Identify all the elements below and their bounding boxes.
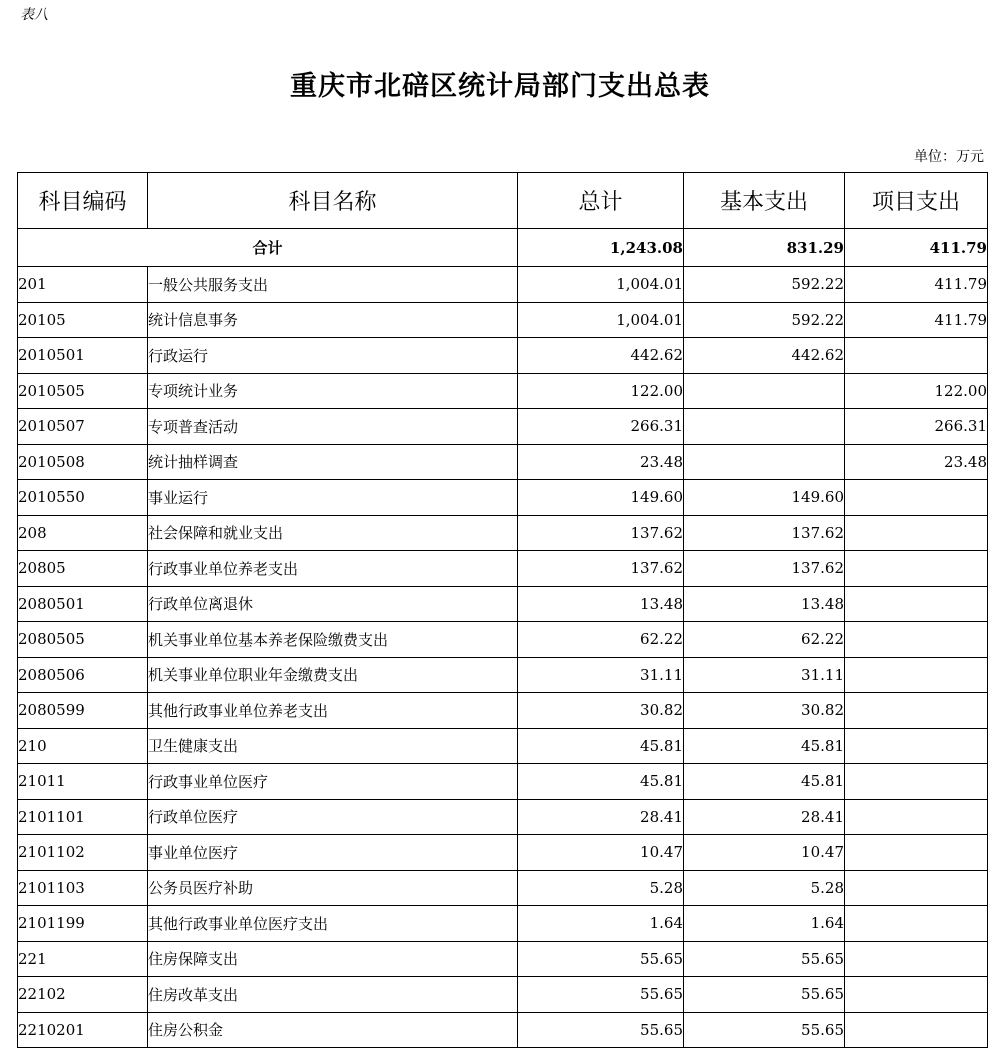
total-label: 合计	[18, 229, 518, 267]
cell-total: 62.22	[518, 622, 684, 658]
cell-project: 266.31	[845, 409, 988, 445]
cell-total: 266.31	[518, 409, 684, 445]
cell-project	[845, 480, 988, 516]
table-body	[18, 229, 988, 1048]
cell-name: 专项统计业务	[148, 373, 518, 409]
cell-basic: 31.11	[684, 657, 845, 693]
cell-basic	[684, 444, 845, 480]
cell-basic: 13.48	[684, 586, 845, 622]
cell-total: 442.62	[518, 338, 684, 374]
cell-name: 社会保障和就业支出	[148, 515, 518, 551]
cell-project	[845, 515, 988, 551]
cell-total: 10.47	[518, 835, 684, 871]
cell-name: 其他行政事业单位医疗支出	[148, 906, 518, 942]
cell-basic: 62.22	[684, 622, 845, 658]
cell-project	[845, 906, 988, 942]
cell-project	[845, 870, 988, 906]
cell-total: 55.65	[518, 941, 684, 977]
cell-name: 机关事业单位职业年金缴费支出	[148, 657, 518, 693]
cell-basic: 10.47	[684, 835, 845, 871]
cell-project	[845, 799, 988, 835]
cell-code: 22102	[18, 977, 148, 1013]
cell-basic: 5.28	[684, 870, 845, 906]
cell-name: 住房公积金	[148, 1012, 518, 1048]
header-basic: 基本支出	[684, 173, 845, 229]
cell-basic: 55.65	[684, 1012, 845, 1048]
cell-project	[845, 764, 988, 800]
cell-basic: 30.82	[684, 693, 845, 729]
total-total: 1,243.08	[518, 229, 684, 267]
cell-code: 2010550	[18, 480, 148, 516]
cell-code: 221	[18, 941, 148, 977]
table-row	[18, 906, 988, 942]
cell-code: 2080506	[18, 657, 148, 693]
cell-project: 23.48	[845, 444, 988, 480]
table-row	[18, 302, 988, 338]
cell-code: 2080599	[18, 693, 148, 729]
cell-total: 55.65	[518, 1012, 684, 1048]
cell-code: 20805	[18, 551, 148, 587]
cell-basic: 592.22	[684, 302, 845, 338]
header-name: 科目名称	[148, 173, 518, 229]
total-basic: 831.29	[684, 229, 845, 267]
cell-name: 统计信息事务	[148, 302, 518, 338]
cell-total: 55.65	[518, 977, 684, 1013]
cell-basic: 149.60	[684, 480, 845, 516]
table-row	[18, 338, 988, 374]
table-row	[18, 728, 988, 764]
header-total: 总计	[518, 173, 684, 229]
table-row	[18, 977, 988, 1013]
table-row	[18, 267, 988, 303]
cell-name: 行政事业单位养老支出	[148, 551, 518, 587]
total-project: 411.79	[845, 229, 988, 267]
cell-name: 一般公共服务支出	[148, 267, 518, 303]
cell-total: 31.11	[518, 657, 684, 693]
cell-project	[845, 1012, 988, 1048]
table-row	[18, 870, 988, 906]
cell-basic: 45.81	[684, 728, 845, 764]
cell-code: 2210201	[18, 1012, 148, 1048]
cell-total: 1,004.01	[518, 302, 684, 338]
cell-name: 行政事业单位医疗	[148, 764, 518, 800]
cell-basic: 137.62	[684, 515, 845, 551]
unit-label: 单位：万元	[914, 149, 984, 165]
table-row	[18, 835, 988, 871]
header-code: 科目编码	[18, 173, 148, 229]
cell-project	[845, 657, 988, 693]
table-row	[18, 515, 988, 551]
table-row	[18, 799, 988, 835]
cell-basic: 55.65	[684, 941, 845, 977]
table-row	[18, 586, 988, 622]
cell-name: 公务员医疗补助	[148, 870, 518, 906]
table-number-label: 表八	[20, 7, 48, 23]
cell-total: 122.00	[518, 373, 684, 409]
cell-total: 137.62	[518, 515, 684, 551]
cell-code: 2101101	[18, 799, 148, 835]
cell-basic: 442.62	[684, 338, 845, 374]
table-row	[18, 941, 988, 977]
cell-basic: 592.22	[684, 267, 845, 303]
cell-code: 2101102	[18, 835, 148, 871]
cell-project	[845, 835, 988, 871]
total-row	[18, 229, 988, 267]
cell-total: 28.41	[518, 799, 684, 835]
cell-name: 其他行政事业单位养老支出	[148, 693, 518, 729]
cell-code: 2010507	[18, 409, 148, 445]
cell-project: 411.79	[845, 302, 988, 338]
cell-basic: 1.64	[684, 906, 845, 942]
table-row	[18, 622, 988, 658]
cell-project	[845, 693, 988, 729]
table-row	[18, 764, 988, 800]
expenditure-table	[17, 172, 988, 1048]
cell-name: 住房改革支出	[148, 977, 518, 1013]
cell-name: 行政单位医疗	[148, 799, 518, 835]
cell-basic: 45.81	[684, 764, 845, 800]
cell-name: 行政运行	[148, 338, 518, 374]
cell-project	[845, 586, 988, 622]
cell-project	[845, 728, 988, 764]
cell-project: 411.79	[845, 267, 988, 303]
cell-name: 行政单位离退休	[148, 586, 518, 622]
cell-code: 201	[18, 267, 148, 303]
cell-total: 45.81	[518, 728, 684, 764]
cell-basic	[684, 409, 845, 445]
table-row	[18, 409, 988, 445]
table-row	[18, 444, 988, 480]
cell-code: 2101199	[18, 906, 148, 942]
cell-code: 2010508	[18, 444, 148, 480]
cell-code: 2010501	[18, 338, 148, 374]
cell-project	[845, 338, 988, 374]
cell-total: 30.82	[518, 693, 684, 729]
cell-code: 2010505	[18, 373, 148, 409]
cell-total: 5.28	[518, 870, 684, 906]
cell-project: 122.00	[845, 373, 988, 409]
cell-name: 事业单位医疗	[148, 835, 518, 871]
page-title: 重庆市北碚区统计局部门支出总表	[290, 71, 710, 102]
cell-code: 2080501	[18, 586, 148, 622]
cell-code: 210	[18, 728, 148, 764]
cell-code: 208	[18, 515, 148, 551]
cell-total: 23.48	[518, 444, 684, 480]
table-row	[18, 693, 988, 729]
cell-project	[845, 977, 988, 1013]
cell-total: 1,004.01	[518, 267, 684, 303]
cell-basic	[684, 373, 845, 409]
table-row	[18, 373, 988, 409]
cell-name: 专项普查活动	[148, 409, 518, 445]
cell-name: 住房保障支出	[148, 941, 518, 977]
cell-code: 2080505	[18, 622, 148, 658]
cell-name: 事业运行	[148, 480, 518, 516]
cell-basic: 55.65	[684, 977, 845, 1013]
table-row	[18, 1012, 988, 1048]
header-project: 项目支出	[845, 173, 988, 229]
table-row	[18, 480, 988, 516]
cell-total: 1.64	[518, 906, 684, 942]
cell-code: 21011	[18, 764, 148, 800]
cell-project	[845, 941, 988, 977]
cell-total: 149.60	[518, 480, 684, 516]
table-header-row	[18, 173, 988, 229]
cell-basic: 137.62	[684, 551, 845, 587]
table-row	[18, 551, 988, 587]
cell-total: 45.81	[518, 764, 684, 800]
cell-project	[845, 551, 988, 587]
cell-name: 统计抽样调查	[148, 444, 518, 480]
cell-total: 13.48	[518, 586, 684, 622]
cell-code: 20105	[18, 302, 148, 338]
cell-total: 137.62	[518, 551, 684, 587]
cell-name: 卫生健康支出	[148, 728, 518, 764]
cell-basic: 28.41	[684, 799, 845, 835]
cell-code: 2101103	[18, 870, 148, 906]
table-row	[18, 657, 988, 693]
cell-name: 机关事业单位基本养老保险缴费支出	[148, 622, 518, 658]
cell-project	[845, 622, 988, 658]
